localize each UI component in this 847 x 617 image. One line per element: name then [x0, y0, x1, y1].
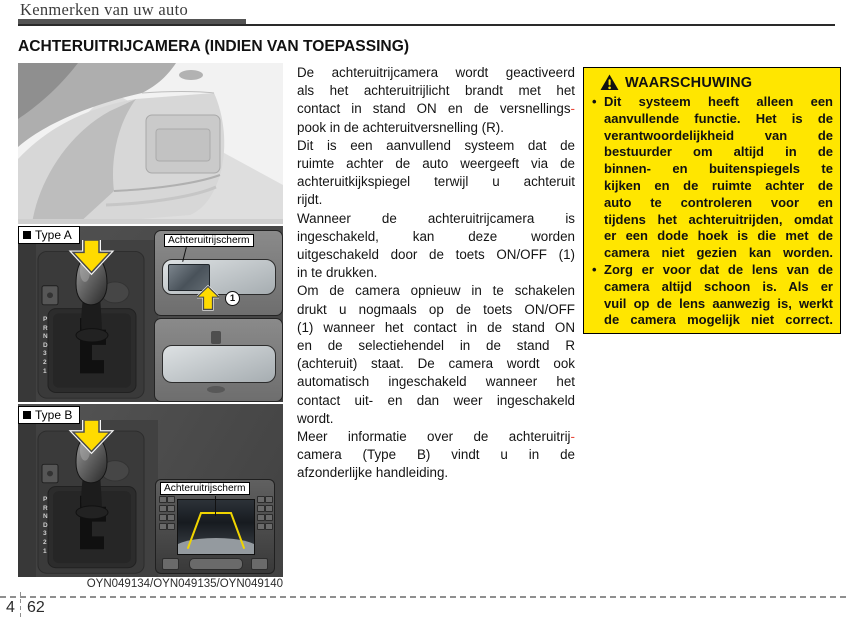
warning-bullet — [592, 262, 833, 329]
rearview-mirror-plain — [162, 345, 276, 383]
body-line: achteruitkijkspiegel terwijl u achteruit — [297, 174, 575, 190]
warning-box — [583, 67, 841, 334]
head-unit-button-small — [162, 558, 179, 570]
warning-line: verantwoordelijkheid van de — [604, 127, 833, 143]
gear-letter: R — [43, 504, 48, 512]
body-line: en de selectiehendel in de stand R — [297, 338, 575, 354]
head-unit-buttons-left — [159, 496, 173, 530]
warning-line: bestuurder om altijd in de — [604, 144, 833, 160]
bullet-marker: • — [592, 261, 597, 277]
camera-view-screen — [177, 499, 255, 555]
body-line: uitgeschakeld door de toets ON/OFF (1) — [297, 247, 575, 263]
warning-line: auto te controleren voor en — [604, 194, 833, 210]
figure-caption: OYN049134/OYN049135/OYN049140 — [86, 578, 283, 590]
chapter-header: Kenmerken van uw auto — [20, 0, 189, 19]
warning-line: Dit systeem heeft alleen een — [604, 94, 833, 109]
body-line: camera (Type B) vindt u in de — [297, 447, 575, 463]
warning-line: de camera mogelijk niet correct. — [604, 312, 833, 328]
warning-line: binnen- en buitenspiegels te — [604, 161, 833, 177]
body-line: rijdt. — [297, 192, 323, 208]
warning-line: er een dode hoek is die met de — [604, 228, 833, 244]
gear-letter: 1 — [43, 547, 47, 555]
gear-letter: D — [43, 521, 48, 529]
screen-label-a: Achteruitrijscherm — [164, 234, 254, 247]
warning-triangle-icon — [600, 74, 619, 91]
gear-shifter-illustration — [18, 420, 158, 577]
warning-line: kijken en de ruimte achter de — [604, 177, 833, 193]
mirror-stem — [211, 331, 221, 344]
gear-positions — [43, 316, 48, 376]
gear-letter: N — [43, 333, 48, 341]
body-line: Meer informatie over de achteruitrij- — [297, 429, 575, 445]
body-line: drukt u nogmaals op de toets ON/OFF — [297, 301, 575, 317]
parking-guidelines — [178, 500, 254, 554]
bullet-marker: • — [592, 94, 597, 109]
gear-letter: 2 — [43, 538, 47, 546]
figure-type-b — [18, 404, 283, 577]
head-unit-button-wide — [189, 558, 243, 570]
gear-letter: N — [43, 513, 48, 521]
mirror-pivot — [207, 386, 225, 393]
body-line: pook in de achteruitversnelling (R). — [297, 119, 504, 135]
warning-title-row — [600, 74, 833, 91]
gear-letter: 1 — [43, 367, 47, 375]
gear-letter: P — [43, 496, 48, 503]
body-line: wordt. — [297, 410, 334, 426]
square-marker-icon — [23, 411, 31, 419]
page-title: ACHTERUITRIJCAMERA (INDIEN VAN TOEPASSING) — [18, 38, 410, 55]
up-arrow-icon — [197, 285, 219, 311]
footer-divider — [20, 592, 21, 617]
car-rear-illustration — [18, 63, 283, 224]
warning-line: Zorg er voor dat de lens van de — [604, 261, 833, 277]
gear-letter: 3 — [43, 350, 47, 358]
figure-car-rear — [18, 63, 283, 224]
body-line: Wanneer de achteruitrijcamera is — [297, 210, 575, 226]
type-b-label-text: Type B — [35, 408, 73, 422]
warning-bullets — [592, 94, 833, 329]
label-pointer-line — [215, 496, 216, 516]
square-marker-icon — [23, 231, 31, 239]
body-line: automatisch ingeschakeld wanneer het — [297, 374, 575, 390]
warning-line: camera altijd schoon is. Als er — [604, 278, 833, 294]
body-line: Om de camera opnieuw in te schakelen — [297, 283, 575, 299]
head-unit-buttons-right — [257, 496, 271, 530]
mirror-panel-plain — [154, 318, 283, 402]
type-b-label — [18, 406, 80, 424]
body-line: (1) wanneer het contact in de stand ON — [297, 319, 575, 335]
warning-title: WAARSCHUWING — [625, 74, 753, 91]
body-line: contact uit- en dan weer ingeschakeld — [297, 392, 575, 408]
body-line: Dit is een aanvullend systeem dat de — [297, 137, 575, 153]
warning-bullet — [592, 94, 833, 262]
gear-letter: 3 — [43, 530, 47, 538]
type-a-label-text: Type A — [35, 228, 72, 242]
gear-letter: 2 — [43, 358, 47, 366]
body-line: ingeschakeld, kan deze worden — [297, 228, 575, 244]
footer-dashed-rule — [0, 596, 847, 598]
gear-shifter-illustration — [18, 240, 158, 402]
rearview-mirror — [162, 259, 276, 295]
warning-line: camera niet gezien kan worden. — [604, 245, 833, 261]
red-hyphen: - — [570, 429, 575, 445]
body-line: afzonderlijke handleiding. — [297, 465, 449, 481]
head-unit-button-small — [251, 558, 268, 570]
red-hyphen: - — [570, 101, 575, 117]
gear-letter: D — [43, 341, 48, 349]
gear-letter: P — [43, 316, 48, 323]
gear-letter: R — [43, 324, 48, 332]
body-line: als het achteruitrijlicht brandt met het — [297, 83, 575, 99]
callout-1-badge: 1 — [225, 291, 240, 306]
body-line: (achteruit) staat. De camera wordt ook — [297, 356, 575, 372]
figure-type-a — [18, 226, 283, 402]
screen-label-b: Achteruitrijscherm — [160, 482, 250, 495]
body-text — [297, 64, 575, 483]
warning-line: tijdens het achteruitrijden, omdat — [604, 211, 833, 227]
footer-page-number: 62 — [27, 599, 45, 616]
warning-line: aanvullende functie. Het is de — [604, 110, 833, 126]
gear-positions — [43, 496, 48, 556]
header-bar-rule — [18, 24, 835, 26]
body-line: contact in stand ON en de versnellings- — [297, 101, 575, 117]
body-line: De achteruitrijcamera wordt geactiveerd — [297, 65, 575, 80]
warning-line: vuil op de lens aanwezig is, werkt — [604, 295, 833, 311]
body-line: ruimte achter de auto weergeeft via de — [297, 156, 575, 172]
footer-chapter-number: 4 — [6, 599, 15, 616]
body-line: in te drukken. — [297, 265, 378, 281]
type-a-label — [18, 226, 80, 244]
